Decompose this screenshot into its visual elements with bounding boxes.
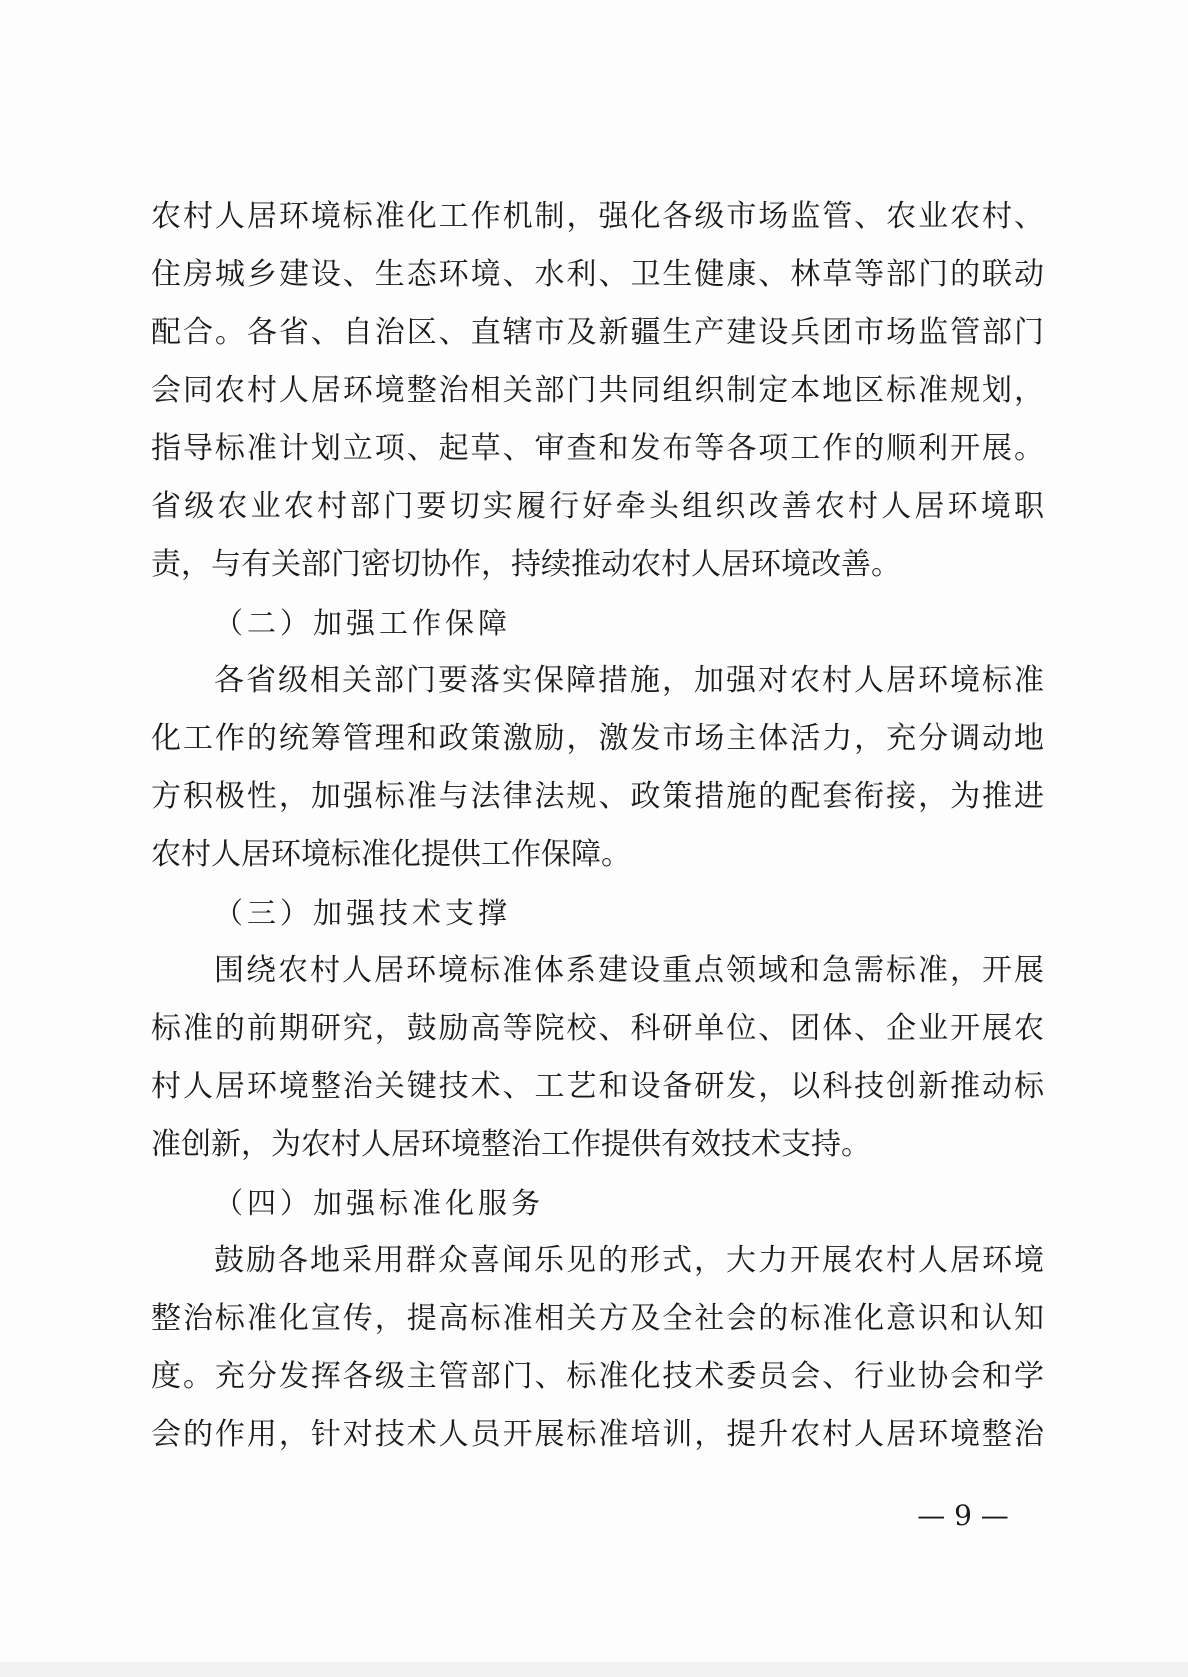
paragraph-line: 方积极性，加强标准与法律法规、政策措施的配套衔接，为推进 (151, 779, 1044, 814)
paragraph-line: 指导标准计划立项、起草、审查和发布等各项工作的顺利开展。 (151, 431, 1044, 466)
paragraph-line: 村人居环境整治关键技术、工艺和设备研发，以科技创新推动标 (151, 1069, 1044, 1104)
paragraph-line: 各省级相关部门要落实保障措施，加强对农村人居环境标准 (214, 663, 1044, 698)
paragraph-line: 度。充分发挥各级主管部门、标准化技术委员会、行业协会和学 (151, 1359, 1044, 1394)
paragraph-line: 农村人居环境标准化提供工作保障。 (151, 837, 631, 872)
paragraph-line: 责，与有关部门密切协作，持续推动农村人居环境改善。 (151, 547, 901, 582)
paragraph-line: 省级农业农村部门要切实履行好牵头组织改善农村人居环境职 (151, 489, 1044, 524)
scan-edge (0, 1662, 1188, 1677)
paragraph-line: 围绕农村人居环境标准体系建设重点领域和急需标准，开展 (214, 953, 1044, 988)
section-heading: （二）加强工作保障 (214, 606, 512, 640)
paragraph-line: 农村人居环境标准化工作机制，强化各级市场监管、农业农村、 (151, 199, 1044, 234)
paragraph-line: 准创新，为农村人居环境整治工作提供有效技术支持。 (151, 1127, 871, 1162)
paragraph-line: 标准的前期研究，鼓励高等院校、科研单位、团体、企业开展农 (151, 1011, 1044, 1046)
paragraph-line: 鼓励各地采用群众喜闻乐见的形式，大力开展农村人居环境 (214, 1243, 1044, 1278)
paragraph-line: 化工作的统筹管理和政策激励，激发市场主体活力，充分调动地 (151, 721, 1044, 756)
page-number: — 9 — (917, 1499, 1009, 1532)
section-heading: （三）加强技术支撑 (214, 896, 512, 930)
section-heading: （四）加强标准化服务 (214, 1186, 545, 1220)
paragraph-line: 配合。各省、自治区、直辖市及新疆生产建设兵团市场监管部门 (151, 315, 1044, 350)
paragraph-line: 会同农村人居环境整治相关部门共同组织制定本地区标准规划， (151, 373, 1044, 408)
paragraph-line: 住房城乡建设、生态环境、水利、卫生健康、林草等部门的联动 (151, 257, 1044, 292)
paragraph-line: 会的作用，针对技术人员开展标准培训，提升农村人居环境整治 (151, 1417, 1044, 1452)
paragraph-line: 整治标准化宣传，提高标准相关方及全社会的标准化意识和认知 (151, 1301, 1044, 1336)
